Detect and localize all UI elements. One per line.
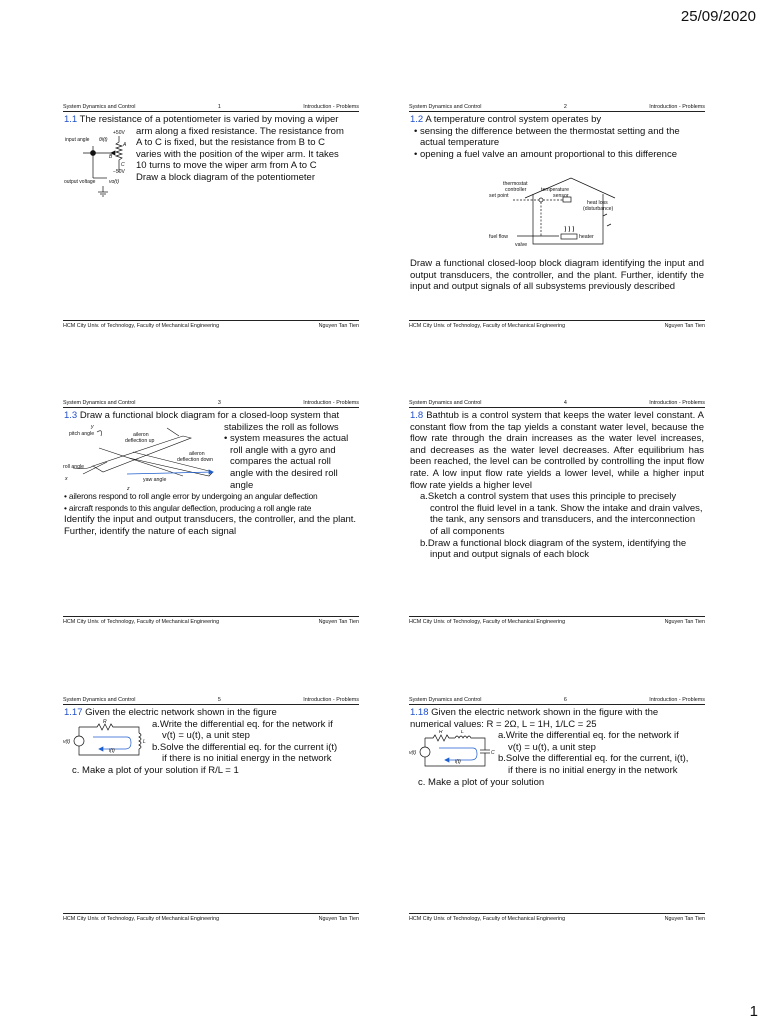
problem-number: 1.2 xyxy=(410,114,424,125)
fuel-flow-label: fuel flow xyxy=(489,234,509,240)
theta-label: θi(t) xyxy=(99,137,108,143)
sensor-label: sensor xyxy=(553,193,569,199)
sub-question: c. Make a plot of your solution if R/L = 1 xyxy=(72,764,239,776)
university-label: HCM City Univ. of Technology, Faculty of Mechanical Engineering xyxy=(63,323,220,329)
current-label: i(t) xyxy=(455,759,461,765)
slide-number: 4 xyxy=(563,400,567,406)
sub-question: b.Solve the differential eq. for the current, i(t), xyxy=(498,753,689,765)
positive-voltage-label: +50V xyxy=(113,130,125,136)
inductor-label: L xyxy=(143,739,146,745)
slide-number: 6 xyxy=(563,697,567,703)
bullet-item: • aircraft responds to this angular deflection, producing a roll angle rate xyxy=(64,502,312,513)
rl-circuit-figure xyxy=(63,719,151,761)
slide-header xyxy=(409,400,705,408)
problem-text-line: 1.18 Given the electric network shown in the figure with the xyxy=(410,707,659,718)
section-title: Introduction - Problems xyxy=(303,697,359,703)
course-title: System Dynamics and Control xyxy=(409,697,482,703)
course-title: System Dynamics and Control xyxy=(63,400,136,406)
section-title: Introduction - Problems xyxy=(649,400,705,406)
aircraft-roll-figure xyxy=(63,422,223,492)
resistor-label: R xyxy=(439,730,443,735)
heat-loss-label: heat loss xyxy=(587,200,608,206)
problem-instructions: Draw a functional closed-loop block diagram identifying the input and output transducers, the controller, and the plant. Further, identify the input and output signals of all subsystems previously described xyxy=(410,258,704,293)
slide-2 xyxy=(409,104,705,329)
problem-text-line: roll angle with a gyro and xyxy=(230,444,336,456)
aileron-up-label: aileron xyxy=(133,432,149,438)
capacitor-label: C xyxy=(491,750,495,756)
z-axis-label: z xyxy=(127,486,130,492)
slide-footer xyxy=(63,913,359,922)
author-label: Nguyen Tan Tien xyxy=(664,323,705,329)
disturbance-label: (disturbance) xyxy=(583,206,614,212)
negative-voltage-label: −50V xyxy=(113,169,125,175)
current-label: i(t) xyxy=(109,748,115,754)
university-label: HCM City Univ. of Technology, Faculty of Mechanical Engineering xyxy=(63,619,220,625)
university-label: HCM City Univ. of Technology, Faculty of Mechanical Engineering xyxy=(409,323,566,329)
terminal-c-label: C xyxy=(121,162,125,168)
aileron-down-label: aileron xyxy=(189,451,205,457)
slide-footer xyxy=(63,320,359,329)
problem-text-line: compares the actual roll xyxy=(230,456,331,468)
problem-instructions: Identify the input and output transducers, the controller, and the plant. Further, identify the nature of each signal xyxy=(64,514,357,537)
yaw-angle-label: yaw angle xyxy=(143,477,167,483)
slide-header xyxy=(63,400,359,408)
problem-text-line: stabilizes the roll as follows xyxy=(224,421,339,433)
set-point-label: set point xyxy=(489,193,509,199)
author-label: Nguyen Tan Tien xyxy=(664,916,705,922)
problem-text-line: arm along a fixed resistance. The resistance from xyxy=(136,125,344,137)
section-title: Introduction - Problems xyxy=(649,104,705,110)
problem-number: 1.18 xyxy=(410,707,429,718)
problem-number: 1.3 xyxy=(64,410,78,421)
slide-footer xyxy=(63,616,359,625)
author-label: Nguyen Tan Tien xyxy=(664,619,705,625)
rlc-circuit-figure xyxy=(409,730,497,772)
slide-footer xyxy=(409,320,705,329)
course-title: System Dynamics and Control xyxy=(63,697,136,703)
university-label: HCM City Univ. of Technology, Faculty of Mechanical Engineering xyxy=(409,619,566,625)
slide-number: 3 xyxy=(217,400,221,406)
slide-4 xyxy=(409,400,705,625)
temperature-label: temperature xyxy=(541,187,569,193)
sub-question-line: if there is no initial energy in the network xyxy=(162,753,332,765)
slide-6 xyxy=(409,697,705,922)
thermostat-label: thermostat xyxy=(503,181,528,187)
x-axis-label: x xyxy=(65,476,68,482)
problem-text-line: A to C is fixed, but the resistance from B to C xyxy=(136,137,326,149)
course-title: System Dynamics and Control xyxy=(409,104,482,110)
temperature-control-figure xyxy=(483,174,633,252)
date: 25/09/2020 xyxy=(680,8,756,25)
sub-question: a.Write the differential eq. for the network if xyxy=(498,730,679,742)
problem-text-line: 1.3 Draw a functional block diagram for a closed-loop system that xyxy=(64,410,340,421)
heater-label: heater xyxy=(579,234,594,240)
potentiometer-figure xyxy=(63,126,135,198)
slide-header xyxy=(63,697,359,705)
resistor-label: R xyxy=(103,719,107,725)
terminal-b-label: B xyxy=(109,154,113,160)
vo-label: vo(t) xyxy=(109,179,119,185)
slide-number: 2 xyxy=(563,104,567,110)
problem-text: 1.8 Bathtub is a control system that keeps the water level constant. A constant flow from the tap yields a constant water level, because the flow rate through the drain increases as the water level increases, and decreases as the water level decreases. After equilibrium has been reached, the level can be controlled by controlling the input flow rate. A low input flow rate yields a lower level, while a higher input flow rate yields a higher level xyxy=(410,410,704,491)
problem-text-line: 1.1 The resistance of a potentiometer is varied by moving a wiper xyxy=(64,114,339,125)
y-axis-label: y xyxy=(91,424,94,430)
bullet-item: • ailerons respond to roll angle error by undergoing an angular deflection xyxy=(64,491,318,502)
sub-question-line: if there is no initial energy in the network xyxy=(508,764,678,776)
slide-footer xyxy=(409,913,705,922)
input-angle-label: input angle xyxy=(65,137,90,143)
slide-1 xyxy=(63,104,359,329)
sub-question: b.Draw a functional block diagram of the system, identifying the input and output signals of each block xyxy=(420,537,687,561)
problem-text-line: Draw a block diagram of the potentiometer xyxy=(136,171,316,183)
problem-text-line: angle with the desired roll angle xyxy=(230,467,338,491)
slide-header xyxy=(409,697,705,705)
problem-text-line: 10 turns to move the wiper arm from A to C xyxy=(136,160,317,172)
slide-3 xyxy=(63,400,359,625)
university-label: HCM City Univ. of Technology, Faculty of Mechanical Engineering xyxy=(409,916,566,922)
course-title: System Dynamics and Control xyxy=(63,104,136,110)
slide-number: 5 xyxy=(217,697,221,703)
bullet-item: • sensing the difference between the thermostat setting and the actual temperature xyxy=(414,125,680,149)
problem-number: 1.17 xyxy=(64,707,83,718)
source-label: v(t) xyxy=(63,739,71,745)
deflection-up-label: deflection up xyxy=(125,438,155,444)
sub-question: a.Sketch a control system that uses this principle to precisely control the fluid level in a tank. Show the intake and drain valves, the tank, any sensors and transducers, and the interconnection of all components xyxy=(420,491,703,537)
bullet-item: • opening a fuel valve an amount proportional to this difference xyxy=(414,148,677,160)
sub-question: b.Solve the differential eq. for the current i(t) xyxy=(152,741,338,753)
section-title: Introduction - Problems xyxy=(303,104,359,110)
pitch-angle-label: pitch angle xyxy=(69,431,95,437)
output-voltage-label: output voltage xyxy=(64,179,96,185)
problem-number: 1.1 xyxy=(64,114,78,125)
source-label: v(t) xyxy=(409,750,417,756)
slide-5 xyxy=(63,697,359,922)
valve-label: valve xyxy=(515,242,528,248)
slide-footer xyxy=(409,616,705,625)
page-number: 1 xyxy=(749,1003,758,1020)
problem-intro: 1.2 A temperature control system operates by xyxy=(410,114,602,125)
slide-header xyxy=(409,104,705,112)
bullet-item: • system measures the actual xyxy=(224,433,349,445)
inductor-label: L xyxy=(461,730,464,735)
terminal-a-label: A xyxy=(123,142,127,148)
section-title: Introduction - Problems xyxy=(649,697,705,703)
sub-question: a.Write the differential eq. for the network if xyxy=(152,718,333,730)
slide-number: 1 xyxy=(217,104,221,110)
sub-question: c. Make a plot of your solution xyxy=(418,776,545,788)
course-title: System Dynamics and Control xyxy=(409,400,482,406)
problem-values: numerical values: R = 2Ω, L = 1H, 1/LC = 25 xyxy=(410,718,597,730)
university-label: HCM City Univ. of Technology, Faculty of Mechanical Engineering xyxy=(63,916,220,922)
author-label: Nguyen Tan Tien xyxy=(318,916,359,922)
section-title: Introduction - Problems xyxy=(303,400,359,406)
problem-text-line: 1.17 Given the electric network shown in the figure xyxy=(64,707,277,718)
author-label: Nguyen Tan Tien xyxy=(318,619,359,625)
problem-number: 1.8 xyxy=(410,410,424,421)
author-label: Nguyen Tan Tien xyxy=(318,323,359,329)
sub-question-line: v(t) = u(t), a unit step xyxy=(508,741,596,753)
problem-text-line: varies with the position of the wiper arm. It takes xyxy=(136,148,339,160)
slide-header xyxy=(63,104,359,112)
controller-label: controller xyxy=(505,187,527,193)
deflection-down-label: deflection down xyxy=(177,457,214,463)
roll-angle-label: roll angle xyxy=(63,464,85,470)
sub-question-line: v(t) = u(t), a unit step xyxy=(162,730,250,742)
